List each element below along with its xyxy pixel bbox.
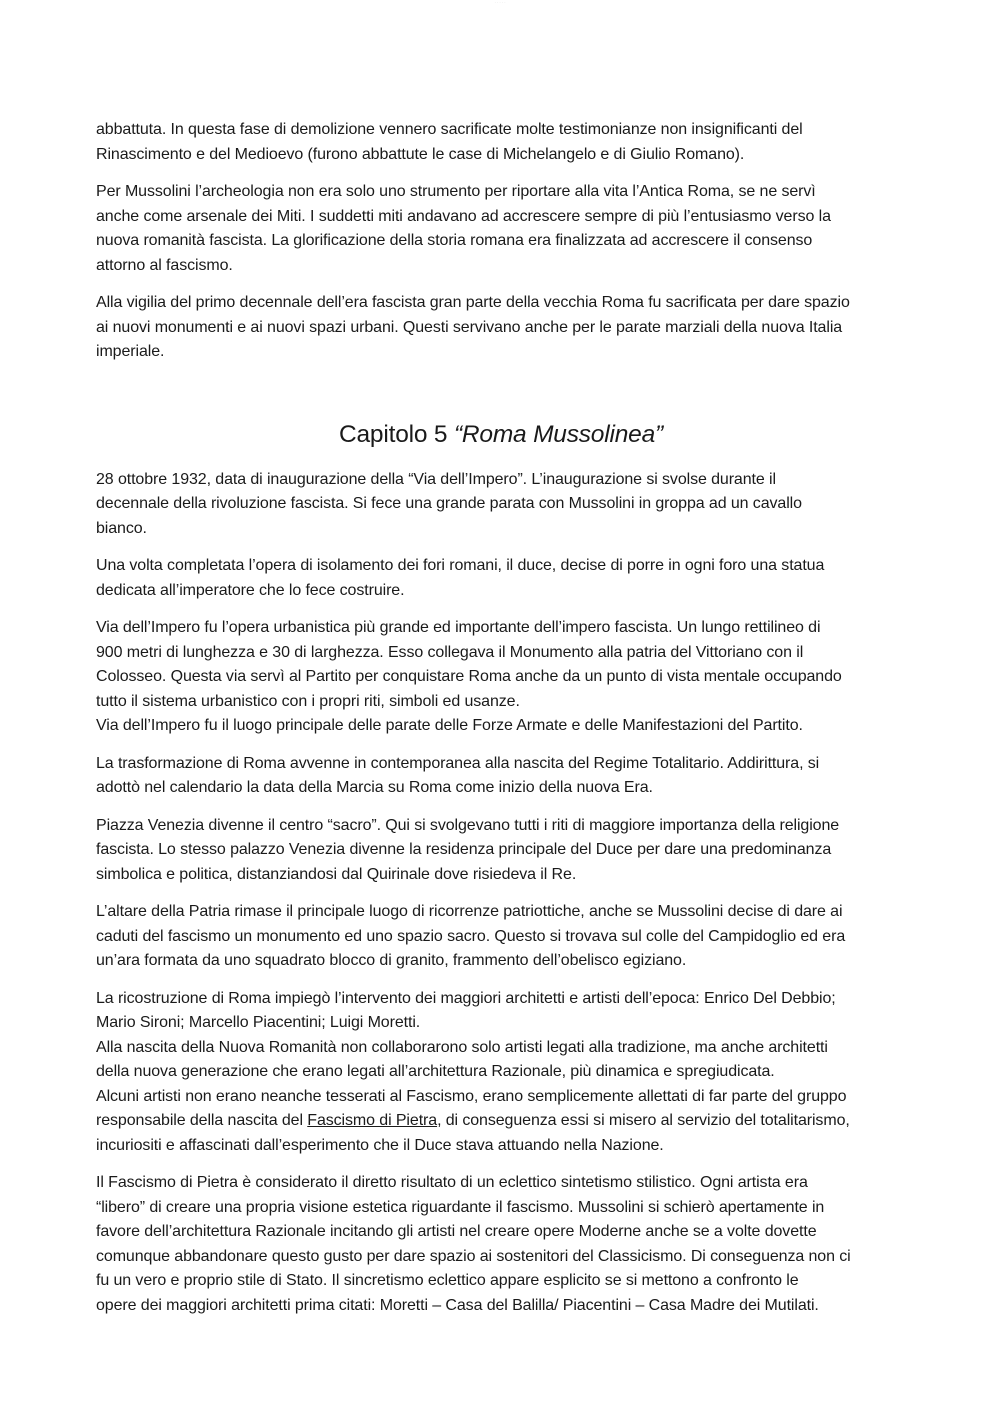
paragraph [96, 468, 906, 542]
text-line: Mario Sironi; Marcello Piacentini; Luigi Moretti. [96, 1014, 421, 1031]
text-line: Colosseo. Questa via servì al Partito per conquistare Roma anche da un punto di vista mentale occupando [96, 668, 842, 685]
chapter-name: “Roma Mussolinea” [453, 420, 663, 448]
paragraph [96, 291, 906, 365]
text-line: La ricostruzione di Roma impiegò l’intervento dei maggiori architetti e artisti dell’epoca: Enrico Del Debbio; [96, 989, 836, 1007]
text-line: bianco. [96, 519, 147, 537]
text-line: “libero” di creare una propria visione estetica riguardante il fascismo. Mussolini si schierò apertamente in [96, 1198, 825, 1216]
text-line: decennale della rivoluzione fascista. Si fece una grande parata con Mussolini in groppa ad un cavallo [96, 495, 802, 512]
chapter-title [96, 420, 906, 450]
text-line: Via dell’Impero fu l’opera urbanistica più grande ed importante dell’impero fascista. Un lungo rettilineo di [96, 619, 821, 636]
text-line: 900 metri di lunghezza e 30 di larghezza. Esso collegava il Monumento alla patria del Vittoriano con il [96, 643, 804, 661]
text-line: abbattuta. In questa fase di demolizione vennero sacrificate molte testimonianze non insignificanti del [96, 121, 803, 138]
text-line: comunque abbandonare questo gusto per dare spazio ai sostenitori del Classicismo. Di conseguenza non ci [96, 1247, 851, 1265]
text-segment: , di conseguenza essi si misero al servizio del totalitarismo, [437, 1112, 850, 1129]
text-line: ai nuovi monumenti e ai nuovi spazi urbani. Questi servivano anche per le parate marziali della nuova Italia [96, 318, 843, 336]
text-line: Il Fascismo di Pietra è considerato il diretto risultato di un eclettico sintetismo stilistico. Ogni artista era [96, 1174, 808, 1191]
text-line: simbolica e politica, distanziandosi dal Quirinale dove risiedeva il Re. [96, 865, 577, 883]
text-line: della nuova generazione che erano legati all’architettura Razionale, più dinamica e spregiudicata. [96, 1063, 775, 1080]
header-mark: · · · · · [494, 0, 506, 5]
paragraph [96, 1171, 906, 1318]
text-line: tutto il sistema urbanistico con i propri riti, simboli ed usanze. [96, 692, 520, 710]
text-line: anche come arsenale dei Miti. I suddetti miti andavano ad accrescere sempre di più l’entusiasmo verso la [96, 207, 831, 225]
chapter-prefix: Capitolo 5 [339, 420, 454, 448]
text-line: favore dell’architettura Razionale incitando gli artisti nel creare opere Moderne anche se a volte dovette [96, 1223, 817, 1240]
text-line: La trasformazione di Roma avvenne in contemporanea alla nascita del Regime Totalitario. Addirittura, si [96, 754, 820, 772]
paragraph [96, 616, 906, 739]
text-line: Per Mussolini l’archeologia non era solo uno strumento per riportare alla vita l’Antica Roma, se ne servì [96, 183, 816, 200]
text-line: un’ara formata da uno squadrato blocco di granito, frammento dell’obelisco egiziano. [96, 952, 687, 969]
text-line-with-link [96, 1109, 906, 1134]
text-line: Alcuni artisti non erano neanche tesserati al Fascismo, erano semplicemente allettati di far parte del gruppo [96, 1087, 847, 1105]
paragraph [96, 814, 906, 888]
paragraph [96, 554, 906, 603]
paragraph [96, 900, 906, 974]
paragraph [96, 752, 906, 801]
text-line: imperiale. [96, 343, 165, 360]
paragraph [96, 180, 906, 278]
text-line: Una volta completata l’opera di isolamento dei fori romani, il duce, decise di porre in ogni foro una statua [96, 557, 825, 574]
fascismo-di-pietra-link[interactable]: Fascismo di Pietra [307, 1112, 438, 1129]
paragraph [96, 118, 906, 167]
text-line: Alla nascita della Nuova Romanità non collaborarono solo artisti legati alla tradizione, ma anche architetti [96, 1038, 828, 1056]
text-line: dedicata all’imperatore che lo fece costruire. [96, 581, 405, 599]
text-line: 28 ottobre 1932, data di inaugurazione della “Via dell’Impero”. L’inaugurazione si svolse durante il [96, 470, 776, 488]
text-line: Via dell’Impero fu il luogo principale delle parate delle Forze Armate e delle Manifestazioni del Partito. [96, 717, 803, 734]
text-line: Alla vigilia del primo decennale dell’era fascista gran parte della vecchia Roma fu sacrificata per dare spazio [96, 294, 850, 311]
text-line: nuova romanità fascista. La glorificazione della storia romana era finalizzata ad accrescere il consenso [96, 232, 813, 249]
paragraph [96, 987, 906, 1159]
text-line: fu un vero e proprio stile di Stato. Il sincretismo eclettico appare esplicito se si mettono a confronto le [96, 1272, 799, 1289]
text-line: attorno al fascismo. [96, 256, 233, 274]
text-line: opere dei maggiori architetti prima citati: Moretti – Casa del Balilla/ Piacentini – Casa Madre dei Mutilati. [96, 1296, 819, 1314]
text-line: Rinascimento e del Medioevo (furono abbattute le case di Michelangelo e di Giulio Romano). [96, 145, 745, 163]
text-line: Piazza Venezia divenne il centro “sacro”. Qui si svolgevano tutti i riti di maggiore importanza della religione [96, 816, 840, 834]
text-line: caduti del fascismo un monumento ed uno spazio sacro. Questo si trovava sul colle del Campidoglio ed era [96, 927, 846, 945]
text-line: L’altare della Patria rimase il principale luogo di ricorrenze patriottiche, anche se Mussolini decise di dare ai [96, 903, 843, 920]
text-line: fascista. Lo stesso palazzo Venezia divenne la residenza principale del Duce per dare una predominanza [96, 841, 832, 858]
document-body [96, 118, 906, 1331]
text-line: incuriositi e affascinati dall’esperimento che il Duce stava attuando nella Nazione. [96, 1136, 664, 1154]
text-segment: responsabile della nascita del [96, 1112, 308, 1129]
text-line: adottò nel calendario la data della Marcia su Roma come inizio della nuova Era. [96, 779, 653, 796]
